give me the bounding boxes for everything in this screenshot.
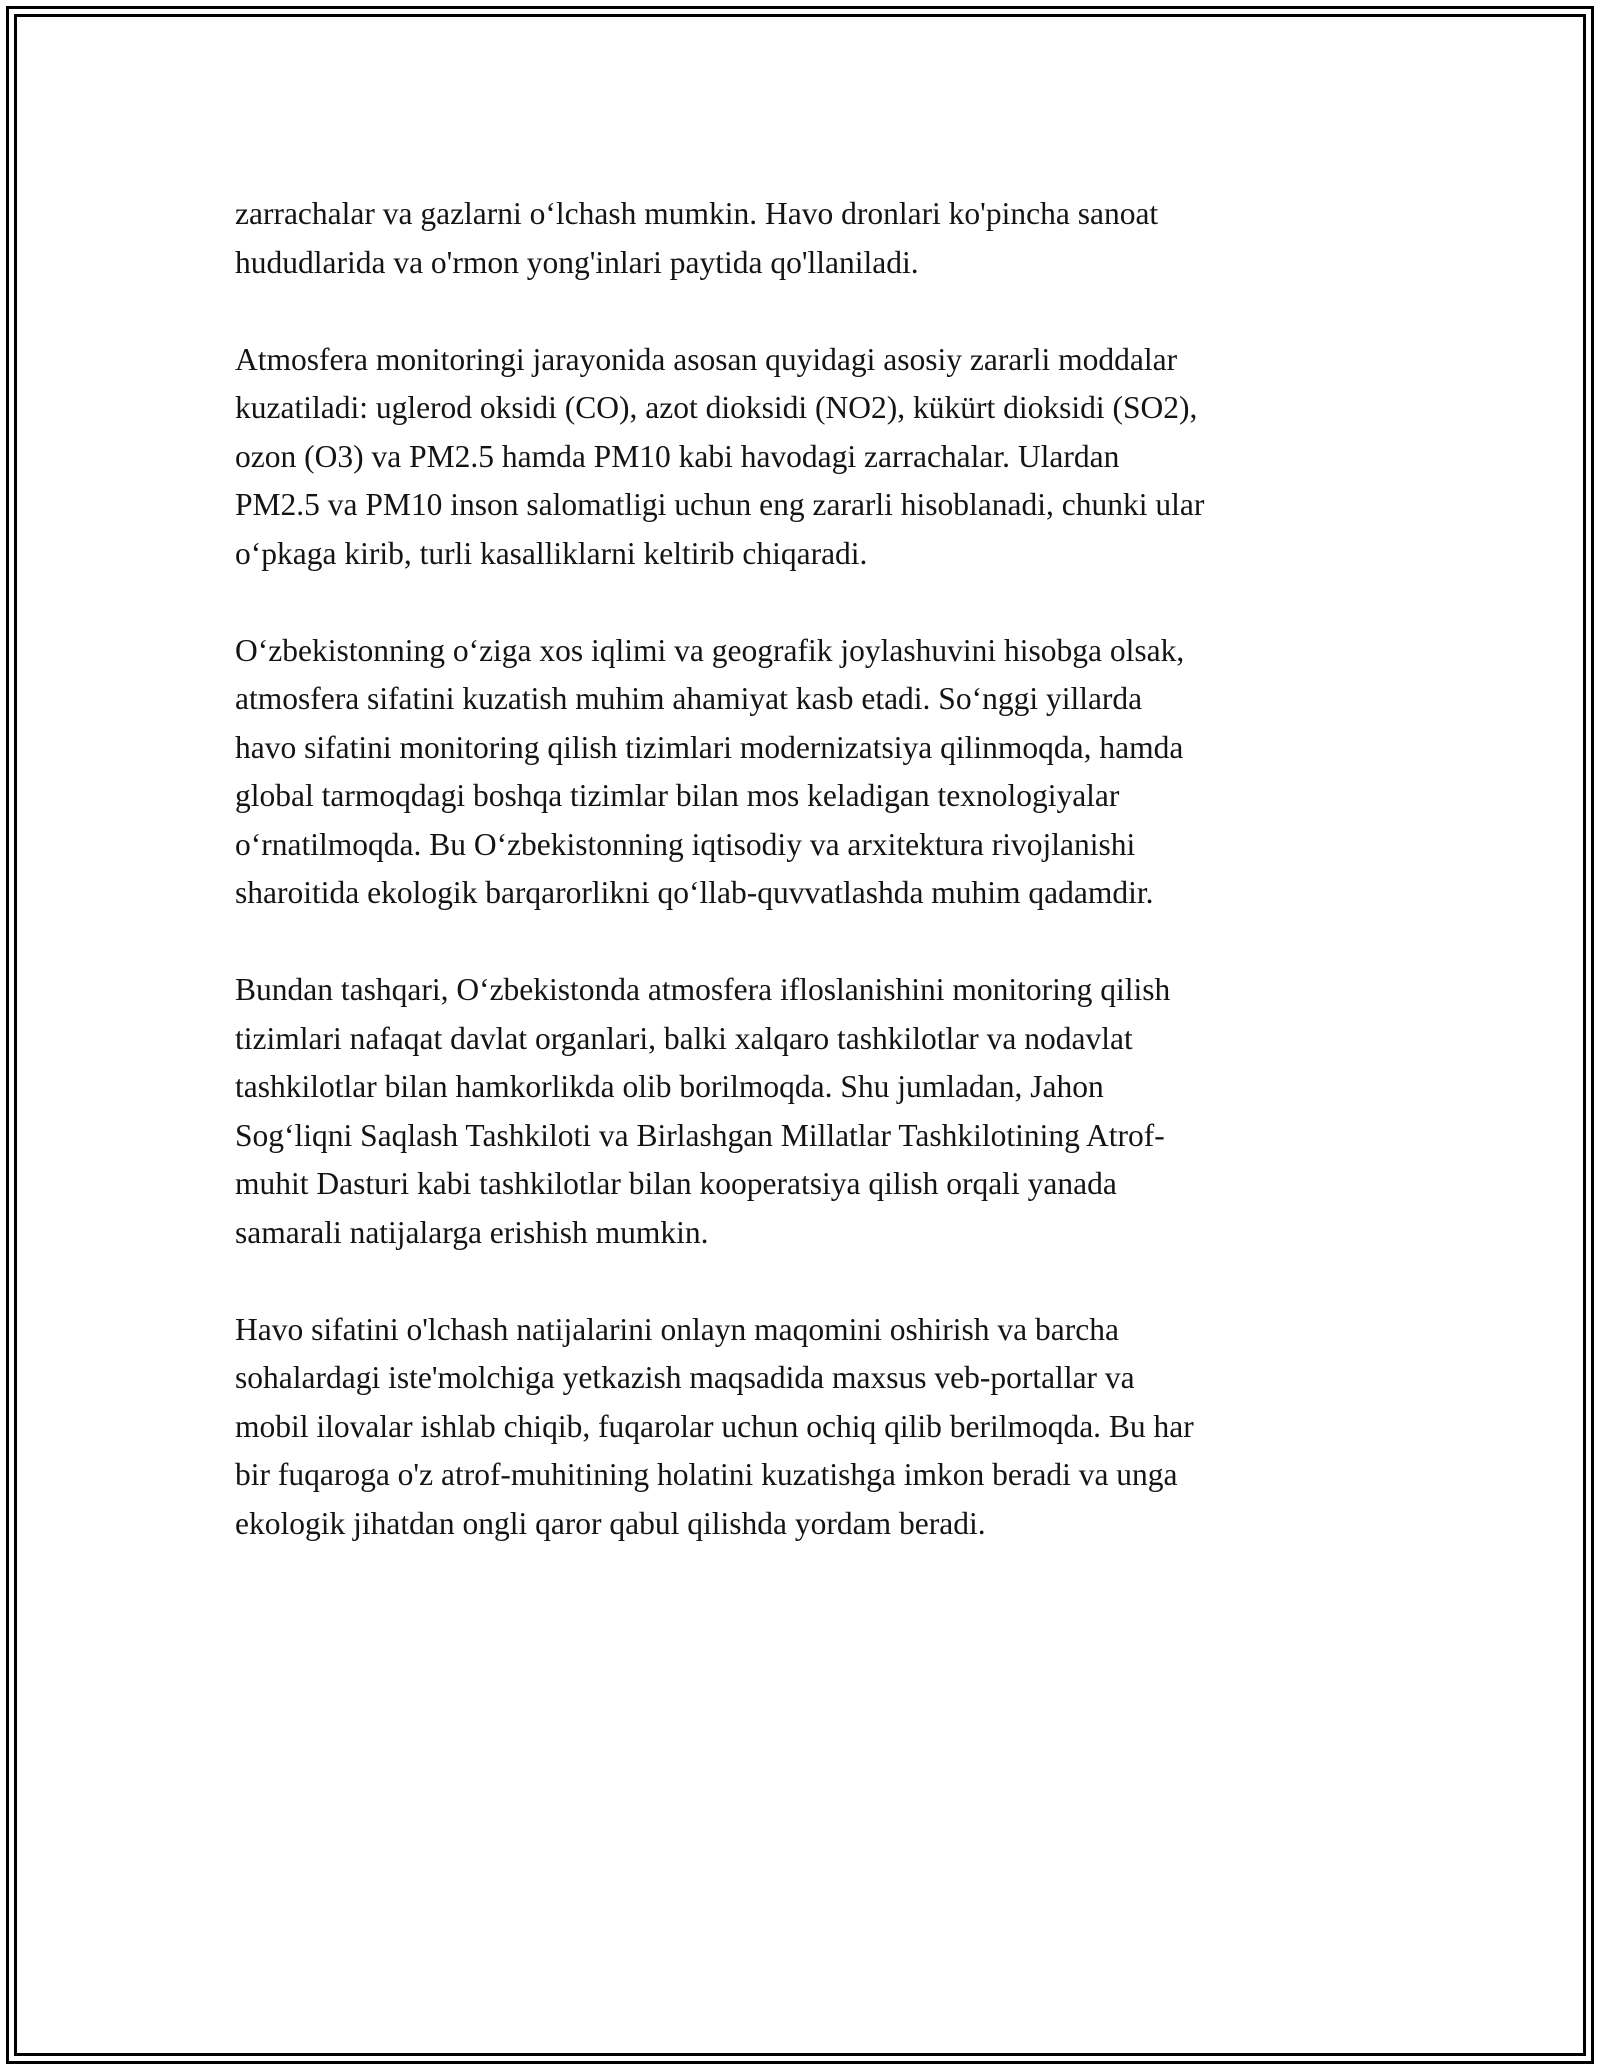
text-line: tizimlari nafaqat davlat organlari, balki xalqaro tashkilotlar va nodavlat [235, 1020, 1133, 1056]
text-line: havo sifatini monitoring qilish tizimlari modernizatsiya qilinmoqda, hamda [235, 729, 1184, 765]
text-line: zarrachalar va gazlarni o‘lchash mumkin. Havo dronlari ko'pincha sanoat [235, 196, 1159, 231]
text-line: PM2.5 va PM10 inson salomatligi uchun eng zararli hisoblanadi, chunki ular [235, 487, 1205, 522]
text-line: atmosfera sifatini kuzatish muhim ahamiyat kasb etadi. So‘nggi yillarda [235, 681, 1143, 716]
paragraph-3 [235, 627, 1385, 918]
text-line: Sog‘liqni Saqlash Tashkiloti va Birlashgan Millatlar Tashkilotining Atrof- [235, 1117, 1165, 1153]
text-line: ozon (O3) va PM2.5 hamda PM10 kabi havodagi zarrachalar. Ulardan [235, 438, 1120, 474]
text-line: bir fuqaroga o'z atrof-muhitining holatini kuzatishga imkon beradi va unga [235, 1457, 1178, 1492]
paragraph-4 [235, 966, 1385, 1257]
text-line: ekologik jihatdan ongli qaror qabul qilishda yordam beradi. [235, 1505, 986, 1541]
text-line: o‘rnatilmoqda. Bu O‘zbekistonning iqtisodiy va arxitektura rivojlanishi [235, 826, 1136, 862]
text-line: mobil ilovalar ishlab chiqib, fuqarolar uchun ochiq qilib berilmoqda. Bu har [235, 1408, 1194, 1444]
document-body [235, 190, 1385, 1597]
paragraph-1 [235, 190, 1385, 287]
text-line: samarali natijalarga erishish mumkin. [235, 1214, 709, 1250]
text-line: sharoitida ekologik barqarorlikni qo‘llab-quvvatlashda muhim qadamdir. [235, 875, 1154, 910]
text-line: Havo sifatini o'lchash natijalarini onlayn maqomini oshirish va barcha [235, 1311, 1119, 1347]
text-line: Atmosfera monitoringi jarayonida asosan quyidagi asosiy zararli moddalar [235, 341, 1178, 377]
paragraph-2 [235, 336, 1385, 579]
text-line: O‘zbekistonning o‘ziga xos iqlimi va geografik joylashuvini hisobga olsak, [235, 632, 1185, 668]
text-line: sohalardagi iste'molchiga yetkazish maqsadida maxsus veb-portallar va [235, 1360, 1135, 1395]
text-line: Bundan tashqari, O‘zbekistonda atmosfera ifloslanishini monitoring qilish [235, 972, 1171, 1007]
text-line: o‘pkaga kirib, turli kasalliklarni keltirib chiqaradi. [235, 535, 868, 571]
text-line: hududlarida va o'rmon yong'inlari paytida qo'llaniladi. [235, 244, 919, 280]
text-line: global tarmoqdagi boshqa tizimlar bilan mos keladigan texnologiyalar [235, 778, 1120, 813]
paragraph-5 [235, 1306, 1385, 1549]
text-line: kuzatiladi: uglerod oksidi (CO), azot dioksidi (NO2), kükürt dioksidi (SO2), [235, 390, 1198, 425]
text-line: tashkilotlar bilan hamkorlikda olib borilmoqda. Shu jumladan, Jahon [235, 1069, 1104, 1104]
text-line: muhit Dasturi kabi tashkilotlar bilan kooperatsiya qilish orqali yanada [235, 1166, 1117, 1201]
